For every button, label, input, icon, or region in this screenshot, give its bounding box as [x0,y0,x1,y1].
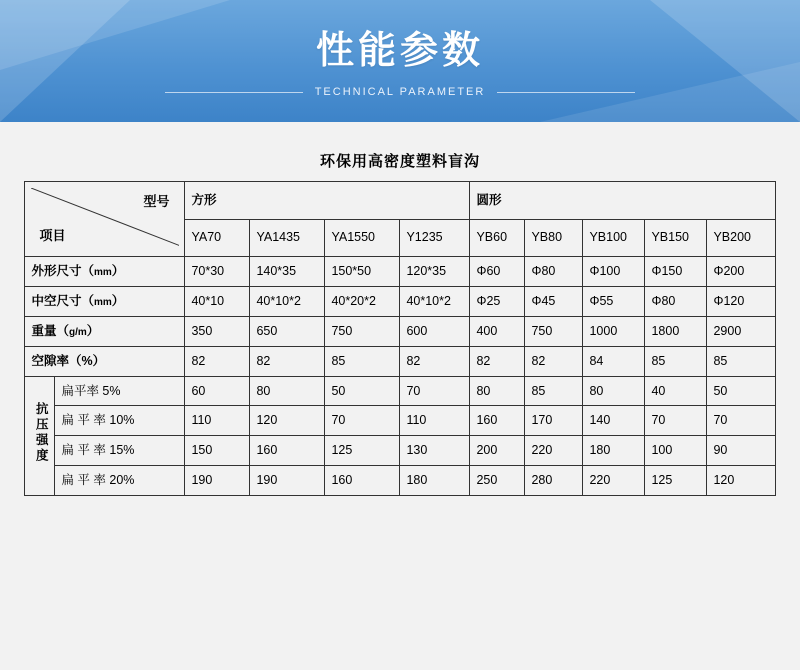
table-cell: 40 [645,376,707,406]
table-cell: 160 [250,436,325,466]
table-row [25,286,775,316]
table-cell: 1800 [645,316,707,346]
table-cell: 190 [250,466,325,496]
table-cell: 85 [707,346,775,376]
table-cell: Φ55 [583,286,645,316]
table-cell: 82 [400,346,470,376]
table-cell: 82 [185,346,250,376]
banner-rule-left [165,92,303,93]
table-cell: 70 [707,406,775,436]
banner-rule-right [497,92,635,93]
table-cell: 200 [470,436,525,466]
table-cell: 120 [707,466,775,496]
table-cell: 40*10*2 [250,286,325,316]
table-cell: 90 [707,436,775,466]
table-cell: Φ45 [525,286,583,316]
table-row [25,436,775,466]
table-corner-cell [25,182,185,257]
table-cell: Φ25 [470,286,525,316]
table-cell: 125 [325,436,400,466]
table-cell: 140 [583,406,645,436]
table-cell: 220 [583,466,645,496]
table-cell: 250 [470,466,525,496]
row-label-weight [25,316,185,346]
table-cell: 750 [325,316,400,346]
row-label-text: 中空尺寸（ [31,293,94,308]
row-label-compressive-strength-text: 抗压强度 [34,402,49,465]
model-header-cell: YA1435 [250,219,325,257]
table-cell: 82 [470,346,525,376]
table-cell: Φ80 [525,257,583,287]
banner-content [0,0,800,122]
row-label-unit: mm [93,296,112,308]
spec-table [24,181,775,496]
table-cell: 125 [645,466,707,496]
row-label-text-end: ） [111,293,125,308]
table-cell: 170 [525,406,583,436]
banner-title: 性能参数 [315,30,484,72]
table-cell: 220 [525,436,583,466]
model-header-cell: Y1235 [400,219,470,257]
table-cell: 350 [185,316,250,346]
row-label-text: 外形尺寸（ [31,264,94,278]
table-cell: 70 [645,406,707,436]
row-label-unit: g/m [68,326,87,338]
table-row [25,466,775,496]
table-cell: Φ120 [707,286,775,316]
model-header-cell: YB100 [583,219,645,257]
table-cell: 190 [185,466,250,496]
table-cell: 85 [325,346,400,376]
corner-model-label: 型号 [143,194,170,209]
table-cell: 82 [525,346,583,376]
table-cell: 84 [583,346,645,376]
sub-row-label: 扁 平 率 10% [55,406,185,436]
row-label-text-end: ） [111,264,125,278]
row-label-text-end: ） [86,323,100,338]
table-cell: 82 [250,346,325,376]
table-cell: 40*10*2 [400,286,470,316]
table-cell: 1000 [583,316,645,346]
table-cell: 60 [185,376,250,406]
table-cell: 110 [400,406,470,436]
model-header-cell: YB150 [645,219,707,257]
table-cell: Φ60 [470,257,525,287]
corner-item-label: 项目 [39,228,66,244]
table-row [25,346,775,376]
table-row-group-header [25,182,775,220]
table-cell: Φ150 [645,257,707,287]
sub-row-label: 扁 平 率 15% [55,436,185,466]
corner-inner [31,188,179,250]
table-cell: 130 [400,436,470,466]
table-cell: 100 [645,436,707,466]
table-cell: 40*20*2 [325,286,400,316]
model-header-cell: YB200 [707,219,775,257]
table-row [25,376,775,406]
table-cell: Φ80 [645,286,707,316]
table-cell: 120 [250,406,325,436]
row-label-outer-size [25,257,185,287]
table-row [25,316,775,346]
sub-row-label: 扁平率 5% [55,376,185,406]
table-cell: 70*30 [185,257,250,287]
table-cell: 2900 [707,316,775,346]
table-cell: 70 [400,376,470,406]
banner-subtitle-row [165,86,635,98]
table-cell: 400 [470,316,525,346]
table-cell: 50 [707,376,775,406]
banner-subtitle: TECHNICAL PARAMETER [314,86,486,98]
table-cell: 600 [400,316,470,346]
table-cell: 40*10 [185,286,250,316]
row-label-unit: mm [93,267,112,278]
table-cell: 85 [525,376,583,406]
table-cell: 85 [645,346,707,376]
model-header-cell: YB80 [525,219,583,257]
table-cell: 160 [325,466,400,496]
table-cell: 150 [185,436,250,466]
table-cell: 180 [400,466,470,496]
model-header-cell: YA1550 [325,219,400,257]
model-header-cell: YA70 [185,219,250,257]
table-cell: 280 [525,466,583,496]
table-cell: 750 [525,316,583,346]
table-cell: 110 [185,406,250,436]
content-area [0,150,800,496]
table-cell: 80 [250,376,325,406]
group-header-square: 方形 [185,182,470,220]
model-header-cell: YB60 [470,219,525,257]
row-label-porosity [25,346,185,376]
table-cell: 160 [470,406,525,436]
table-cell: 140*35 [250,257,325,287]
table-cell: 180 [583,436,645,466]
page-banner [0,0,800,122]
sub-row-label: 扁 平 率 20% [55,466,185,496]
spec-table-title: 环保用高密度塑料盲沟 [319,153,480,170]
table-row [25,406,775,436]
table-cell: Φ200 [707,257,775,287]
row-label-hollow-size [25,286,185,316]
table-cell: 50 [325,376,400,406]
row-label-compressive-strength [25,376,55,496]
table-cell: 120*35 [400,257,470,287]
table-cell: 80 [583,376,645,406]
row-label-text: 空隙率（%） [31,353,106,368]
group-header-round: 圆形 [470,182,775,220]
table-row [25,257,775,287]
table-cell: 150*50 [325,257,400,287]
table-cell: 70 [325,406,400,436]
table-cell: 80 [470,376,525,406]
table-cell: 650 [250,316,325,346]
table-cell: Φ100 [583,257,645,287]
row-label-text: 重量（ [31,323,69,338]
